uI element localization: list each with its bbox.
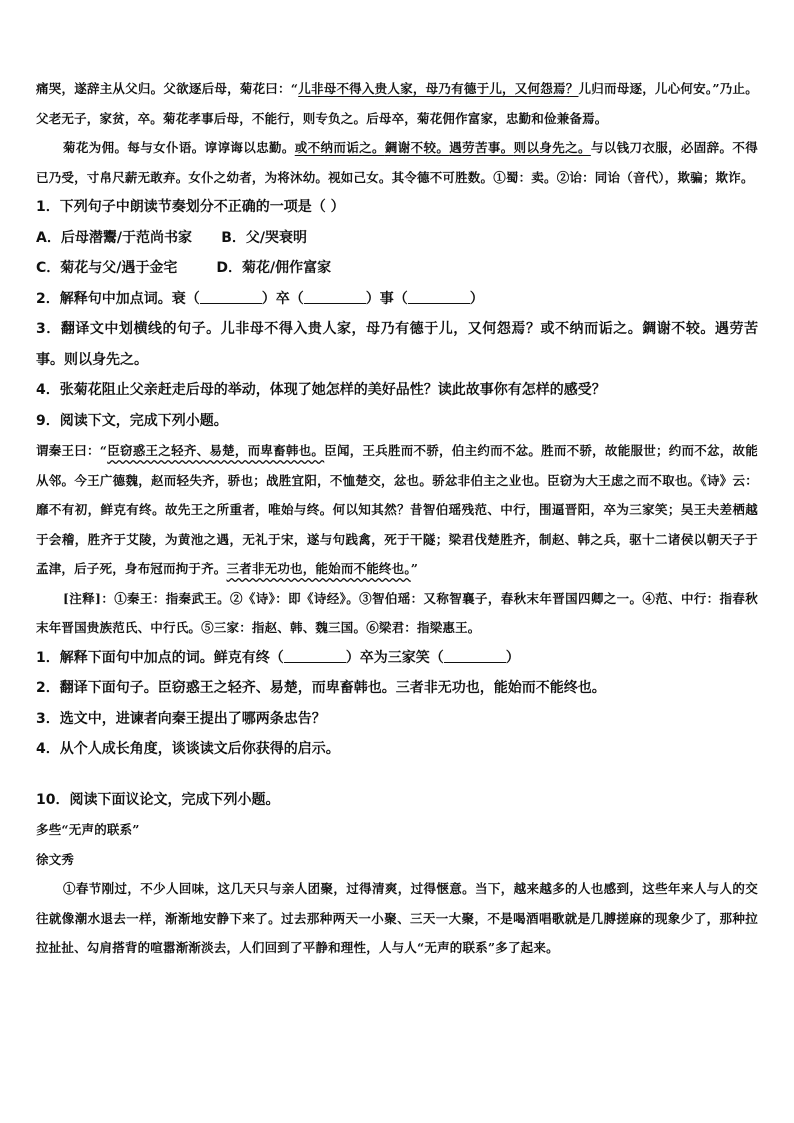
underlined-sentence: 遇劳苦事。 — [449, 140, 514, 155]
underlined-sentence: 臣窃惑王之轻齐、易楚，而卑畜韩也。 — [107, 443, 325, 458]
article-title: 多些“无声的联系” — [36, 822, 140, 837]
underlined-sentence: 则以身先之。 — [513, 140, 591, 155]
answer-blank[interactable] — [200, 289, 262, 304]
passage-paragraph: 谓秦王曰：“臣窃惑王之轻齐、易楚，而卑畜韩也。臣闻，王兵胜而不骄，伯主约而不忿。胜而不骄，故能服世；约而不忿，故能从邻。今王广德魏，赵而轻失齐，骄也；战胜宜阳，不恤楚交，忿也。骄忿非伯主之业也。臣窃为大王虑之而不取也。《诗》云：靡不有初，鲜克有终。故先王之所重者，唯始与终。何以知其然？昔智伯瑶残范、中行，围逼晋阳，卒为三家笑；吴王夫差栖越于会稽，胜齐于艾陵，为黄池之遇，无礼于宋，遂与句践禽，死于干隧；梁君伐楚胜齐，制赵、韩之兵，驱十二诸侯以朝天子于孟津，后子死，身布冠而拘于齐。三者非无功也，能始而不能终也。” — [36, 443, 759, 576]
question: 2．翻译下面句子。臣窃惑王之轻齐、易楚，而卑畜韩也。三者非无功也，能始而不能终也。 — [36, 680, 606, 696]
question: 3．翻译文中划横线的句子。儿非母不得入贵人家，母乃有德于儿，又何怨焉？或不纳而诟之。錭谢不较。遇劳苦事。则以身先之。 — [36, 321, 758, 368]
annotation-notes: [注释]：①秦王：指秦武王。②《诗》：即《诗经》。③智伯瑶：又称智襄子，春秋末年晋国四卿之一。④范、中行：指春秋末年晋国贵族范氏、中行氏。⑤三家：指赵、韩、魏三国。⑥梁君：指梁惠王。 — [36, 590, 758, 635]
question: 1．解释下面句中加点的词。鲜克有终（ ）卒为三家笑（ ） — [36, 649, 520, 666]
section-heading: 10．阅读下面议论文，完成下列小题。 — [36, 791, 280, 808]
underlined-sentence: 儿非母不得入贵人家，母乃有德于儿，又何怨焉？ — [298, 81, 579, 96]
answer-blank[interactable] — [284, 648, 346, 663]
answer-option-row: C．菊花与父/遇于金宅 D．菊花/佣作富家 — [36, 260, 332, 276]
passage-paragraph: 菊花为佣。每与女仆语。谆谆诲以忠勤。或不纳而诟之。錭谢不较。遇劳苦事。则以身先之。与以钱刀衣服，必固辞。不得已乃受，寸帛尺薪无敢弃。女仆之幼者，为将沐幼。视如己女。其令德不可胜数。①蜀：卖。②诒：同诒（音代），欺骗；欺诈。 — [36, 140, 758, 185]
underlined-sentence: 或不纳而诟之。 — [294, 140, 385, 155]
passage-paragraph: ①春节刚过，不少人回味，这几天只与亲人团聚，过得清爽，过得惬意。当下，越来越多的人也感到，这些年来人与人的交往就像潮水退去一样，渐渐地安静下来了。过去那种两天一小聚、三天一大聚，不是喝酒唱歌就是几膊搓麻的现象少了，那种拉拉扯扯、勾肩搭背的喧嚣渐渐淡去，人们回到了平静和理性，人与人“无声的联系”多了起来。 — [36, 881, 758, 955]
question: 4．张菊花阻止父亲赶走后母的举动，体现了她怎样的美好品性？读此故事你有怎样的感受？ — [36, 382, 606, 398]
underlined-sentence: 錭谢不较。 — [384, 140, 450, 155]
passage-paragraph: 痛哭，遂辞主从父归。父欲逐后母，菊花曰：“儿非母不得入贵人家，母乃有德于儿，又何怨焉？儿归而母逐，儿心何安。”乃止。父老无子，家贫，卒。菊花孝事后母，不能行，则专负之。后母卒，菊花佣作富家，忠勤和俭兼备焉。 — [36, 81, 758, 126]
answer-blank[interactable] — [304, 289, 366, 304]
answer-option-row: A．后母潜鬻/于范尚书家 B．父/哭衰明 — [36, 229, 307, 246]
answer-blank[interactable] — [444, 648, 506, 663]
answer-blank[interactable] — [408, 289, 470, 304]
question: 2．解释句中加点词。衰（ ）卒（ ）事（ ） — [36, 290, 484, 307]
question: 1．下列句子中朗读节奏划分不正确的一项是（ ） — [36, 199, 345, 215]
question: 4．从个人成长角度，谈谈读文后你获得的启示。 — [36, 741, 340, 757]
underlined-sentence: 三者非无功也，能始而不能终也。 — [226, 561, 411, 576]
question: 3．选文中，进谏者向秦王提出了哪两条忠告？ — [36, 710, 326, 727]
section-heading: 9．阅读下文，完成下列小题。 — [36, 412, 228, 429]
article-author: 徐文秀 — [36, 851, 75, 867]
